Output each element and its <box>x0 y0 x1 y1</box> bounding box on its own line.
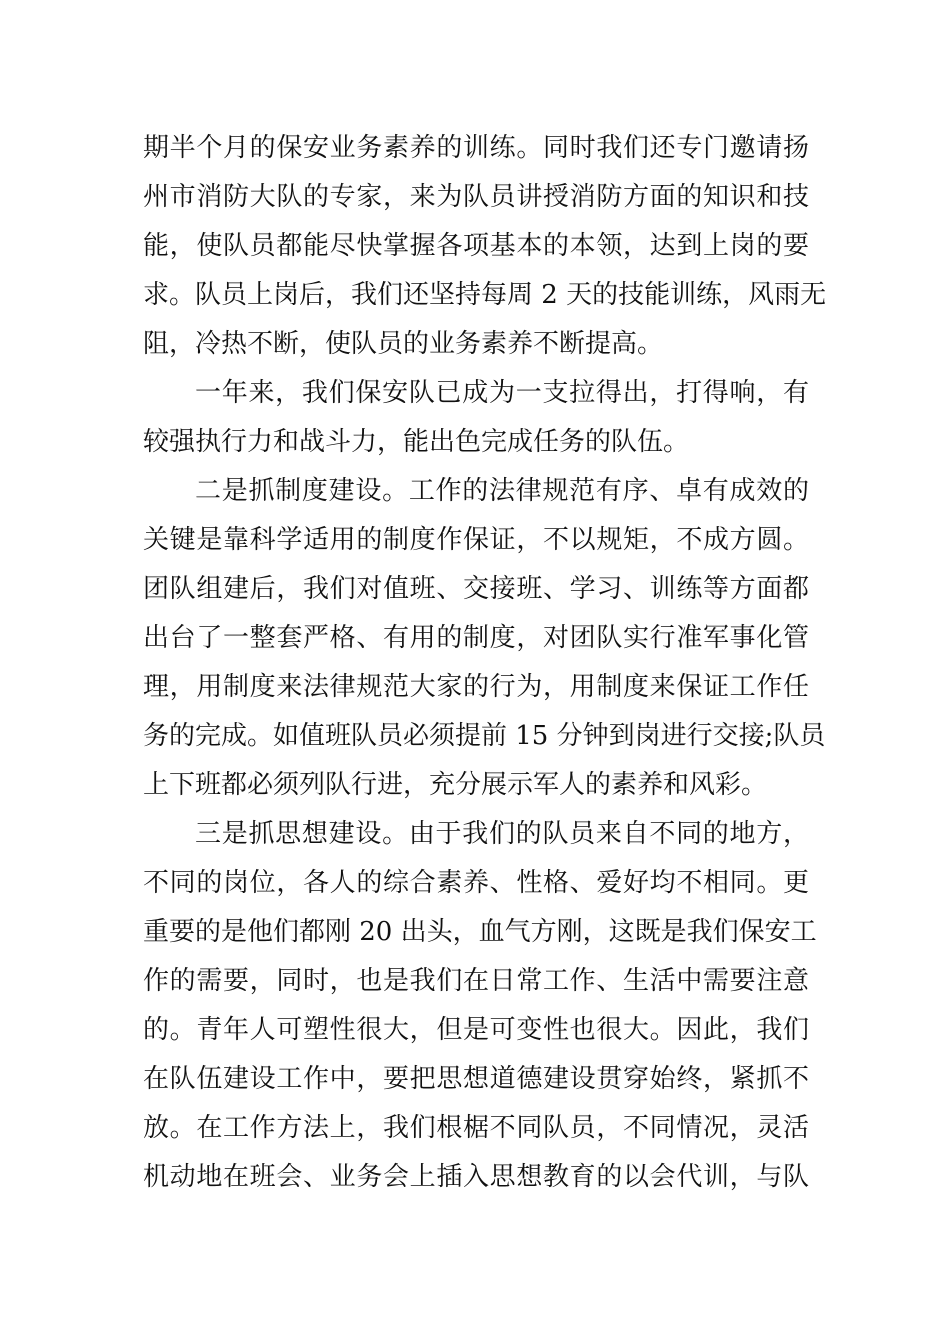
text-line: 务的完成。如值班队员必须提前 15 分钟到岗进行交接;队员 <box>143 721 826 751</box>
text-line: 求。队员上岗后，我们还坚持每周 2 天的技能训练，风雨无 <box>143 280 827 310</box>
text-line: 关键是靠科学适用的制度作保证，不以规矩，不成方圆。 <box>143 525 809 555</box>
text-line: 二是抓制度建设。工作的法律规范有序、卓有成效的 <box>195 476 809 506</box>
text-line: 团队组建后，我们对值班、交接班、学习、训练等方面都 <box>143 574 809 604</box>
text-line: 阻，冷热不断，使队员的业务素养不断提高。 <box>143 329 664 359</box>
text-line: 不同的岗位，各人的综合素养、性格、爱好均不相同。更 <box>143 868 809 898</box>
text-line: 重要的是他们都刚 20 出头，血气方刚，这既是我们保安工 <box>143 917 817 947</box>
text-line: 机动地在班会、业务会上插入思想教育的以会代训，与队 <box>143 1162 809 1192</box>
text-line: 作的需要，同时，也是我们在日常工作、生活中需要注意 <box>143 966 809 996</box>
text-line: 的。青年人可塑性很大，但是可变性也很大。因此，我们 <box>143 1015 809 1045</box>
text-line: 出台了一整套严格、有用的制度，对团队实行准军事化管 <box>143 623 809 653</box>
text-line: 期半个月的保安业务素养的训练。同时我们还专门邀请扬 <box>143 133 809 163</box>
text-line: 较强执行力和战斗力，能出色完成任务的队伍。 <box>143 427 690 457</box>
text-line: 在队伍建设工作中，要把思想道德建设贯穿始终，紧抓不 <box>143 1064 809 1094</box>
text-line: 能，使队员都能尽快掌握各项基本的本领，达到上岗的要 <box>143 231 809 261</box>
text-line: 上下班都必须列队行进，充分展示军人的素养和风彩。 <box>143 770 768 800</box>
text-line: 州市消防大队的专家，来为队员讲授消防方面的知识和技 <box>143 182 809 212</box>
text-line: 三是抓思想建设。由于我们的队员来自不同的地方， <box>195 819 809 849</box>
text-line: 放。在工作方法上，我们根椐不同队员，不同情况，灵活 <box>143 1113 809 1143</box>
text-line: 一年来，我们保安队已成为一支拉得出，打得响，有 <box>195 378 809 408</box>
text-line: 理，用制度来法律规范大家的行为，用制度来保证工作任 <box>143 672 809 702</box>
body-text <box>143 124 827 1202</box>
